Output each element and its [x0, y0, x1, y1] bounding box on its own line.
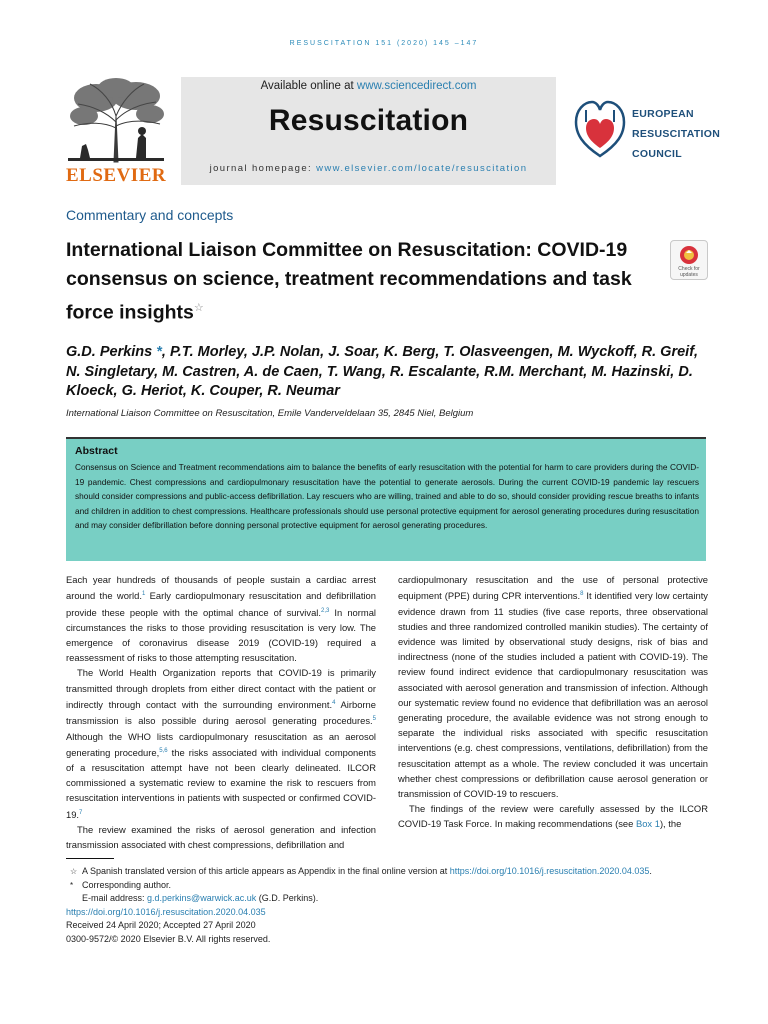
check-for-updates-badge[interactable] — [670, 240, 708, 280]
body-paragraph: The World Health Organization reports that COVID-19 is primarily transmitted through droplets from either direct contact with the patient or indirectly through contact with the surrounding environment.$^4$ Airborne transmission is also possible during aerosol generating procedures.$^5$ Although the WHO lists cardiopulmonary resuscitation as an aerosol generating procedure,$^{5,6}$ the risks associated with individual components of a resuscitation attempt have not been clearly delineated. ILCOR commissioned a systematic review to examine the risk to rescuers from resuscitation interventions in patients with suspected or confirmed COVID-19.$^7$ — [66, 667, 376, 820]
email-footnote: E-mail address: g.d.perkins@warwick.ac.uk (G.D. Perkins). — [82, 893, 319, 904]
author-list — [66, 343, 716, 402]
available-online-label: Available online at — [260, 80, 357, 92]
reference-link[interactable]: 5,6 — [159, 747, 168, 754]
abstract-text: Consensus on Science and Treatment recommendations aim to balance the benefits of early resuscitation with the potential for harm to care providers during the COVID-19 pandemic. Chest compressions and cardiopulmonary resuscitation have the potential to generate aerosols. During the current COVID-19 pandemic lay rescuers should consider compressions and public-access defibrillation. Lay rescuers who are willing, trained and able to do so, should consider providing rescue breaths to infants and children in addition to chest compressions. Healthcare professionals should use personal protective equipment for aerosol generating procedures during resuscitation and may consider defibrillation before donning personal protective equipment for aerosol generating procedures. — [75, 462, 699, 531]
footnote-divider — [66, 858, 114, 859]
other-authors: , P.T. Morley, J.P. Nolan, J. Soar, K. Berg, T. Olasveengen, M. Wyckoff, R. Greif, N. Singletary, M. Castren, A. de Caen, T. Wang, R. Escalante, R.M. Merchant, M. Hazinski, D. Kloeck, G. Heriot, K. Couper, R. Neumar — [66, 344, 699, 399]
journal-title: Resuscitation — [268, 104, 469, 137]
body-column-left — [66, 572, 376, 852]
body-paragraph: cardiopulmonary resuscitation and the use of personal protective equipment (PPE) during CPR interventions.$^8$ It identified very low certainty evidence drawn from 11 studies (five case reports, three observational studies and three randomized controlled manikin studies). The certainty of evidence was limited by observational study designs, risk of bias and indirectness (none of the studies included a patient with COVID-19). The review found indirect evidence that cardiopulmonary resuscitation was associated with aerosol generation and transmission of infection. Although our systematic review found no evidence that defibrillation was an aerosol generating procedure, the available evidence was not strong enough to separate the individual risks associated with specific resuscitation interventions (e.g. chest compressions, ventilations, defibrillation) from the resuscitation attempt as a whole. The review concluded it was uncertain whether chest compressions or defibrillation cause aerosol generation or transmission of COVID-19 to rescuers. — [398, 574, 708, 799]
corresponding-footnote: * Corresponding author. — [70, 879, 172, 890]
reference-link[interactable]: 7 — [79, 809, 83, 816]
reference-link[interactable]: 8 — [580, 591, 584, 598]
translation-footnote: ☆ A Spanish translated version of this article appears as Appendix in the final online version at https://doi.org/10.1016/j.resuscitation.2020.04.035. — [70, 866, 652, 876]
body-column-right — [398, 572, 708, 832]
homepage-label: journal homepage: — [209, 163, 317, 174]
homepage-link[interactable]: www.elsevier.com/locate/resuscitation — [316, 163, 528, 174]
article-title — [66, 236, 666, 328]
translation-doi-link[interactable]: https://doi.org/10.1016/j.resuscitation.2020.04.035 — [449, 866, 650, 876]
elsevier-tree-logo[interactable] — [66, 76, 166, 164]
first-author[interactable]: G.D. Perkins — [66, 344, 153, 360]
footnotes — [66, 865, 726, 947]
journal-homepage-line — [181, 163, 556, 174]
body-paragraph: The review examined the risks of aerosol generation and infection transmission associated with chest compressions, defibrillation and — [66, 824, 376, 851]
reference-link[interactable]: 2,3 — [320, 607, 330, 614]
available-online-line — [181, 80, 556, 92]
abstract-heading: Abstract — [75, 445, 118, 457]
article-section: Commentary and concepts — [66, 207, 234, 223]
journal-citation: RESUSCITATION 151 (2020) 145 –147 — [289, 40, 479, 47]
reference-link[interactable]: 5 — [372, 716, 376, 723]
title-footnote-mark[interactable]: ☆ — [193, 302, 204, 314]
article-title-text: International Liaison Committee on Resuscitation: COVID-19 consensus on science, treatment recommendations and task force insights — [66, 239, 632, 324]
erc-wordmark — [632, 104, 720, 164]
reference-link[interactable]: 1 — [141, 591, 146, 598]
body-paragraph: Each year hundreds of thousands of people sustain a cardiac arrest around the world.$^1$ Early cardiopulmonary resuscitation and defibrillation provide these people with the optimal chance of survival.$^{2,3}$ In normal circumstances the risks to those providing resuscitation is very low. The emergence of coronavirus disease 2019 (COVID-19) required a reassessment of risks to those attempting resuscitation. — [66, 574, 376, 664]
abstract-box — [66, 437, 706, 561]
sciencedirect-link[interactable]: www.sciencedirect.com — [356, 80, 477, 92]
box-1-link[interactable]: Box 1 — [635, 818, 660, 830]
author-affiliation: International Liaison Committee on Resuscitation, Emile Vanderveldelaan 35, 2845 Niel, Belgium — [66, 408, 474, 419]
reference-link[interactable]: 4 — [332, 699, 336, 706]
erc-line-1: EUROPEAN — [632, 108, 694, 120]
erc-line-3: COUNCIL — [632, 148, 682, 160]
erc-line-2: RESUSCITATION — [632, 128, 721, 140]
svg-text:updates: updates — [680, 272, 698, 278]
received-dates: Received 24 April 2020; Accepted 27 April 2020 — [66, 920, 256, 931]
copyright-line: 0300-9572/© 2020 Elsevier B.V. All rights reserved. — [66, 933, 271, 944]
check-updates-icon — [671, 241, 707, 279]
corresponding-author-mark[interactable]: * — [156, 344, 162, 360]
article-doi-link[interactable]: https://doi.org/10.1016/j.resuscitation.2020.04.035 — [66, 906, 266, 917]
erc-heart-logo[interactable] — [572, 98, 628, 162]
svg-text:Check for: Check for — [678, 266, 700, 272]
body-paragraph: The findings of the review were carefully assessed by the ILCOR COVID-19 Task Force. In making recommendations (see Box 1), the — [398, 803, 708, 830]
elsevier-wordmark: ELSEVIER — [66, 165, 167, 186]
email-link[interactable]: g.d.perkins@warwick.ac.uk — [147, 893, 257, 904]
